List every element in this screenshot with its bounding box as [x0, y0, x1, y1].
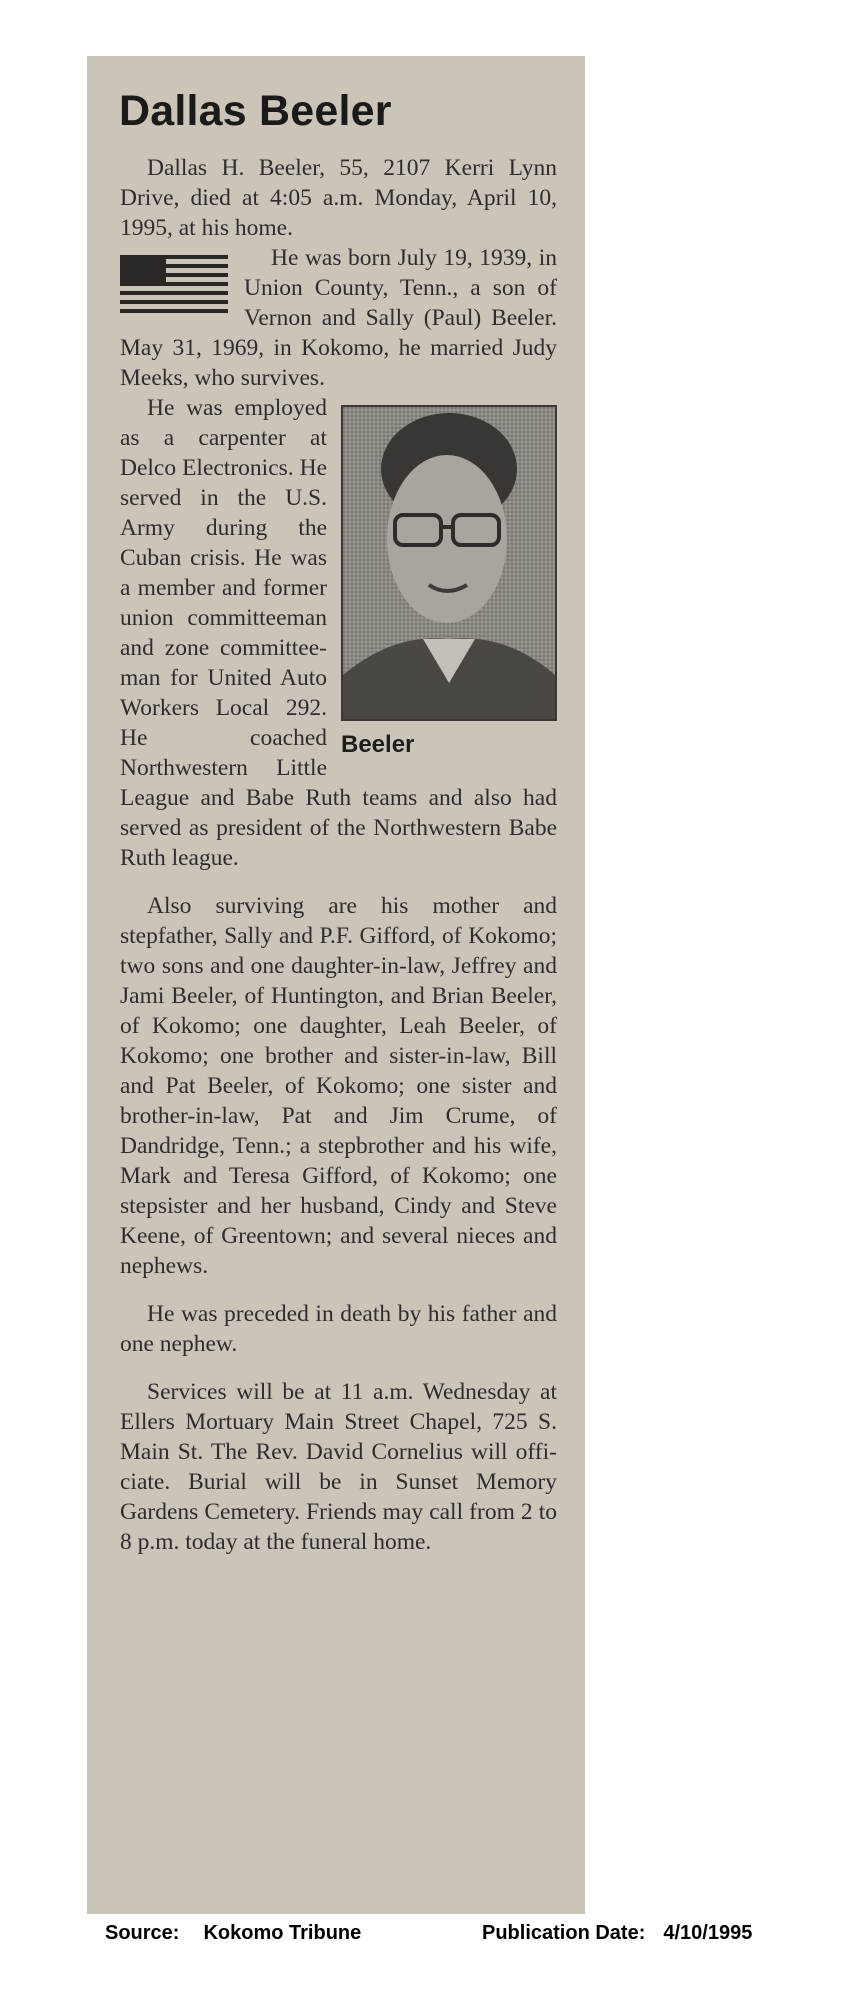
american-flag-icon — [120, 255, 228, 315]
obituary-paragraph-preceded: He was preceded in death by his father and one nephew. — [120, 1301, 557, 1357]
obituary-paragraph-birth: He was born July 19, 1939, in Union County, Tenn., a son of Vernon and Sally (Paul) Beeler. May 31, 1969, in Kokomo, he married Judy Meeks, who survives. — [120, 245, 557, 391]
obituary-paragraph-career: He was employed as a carpenter at Delco Electronics. He served in the U.S. Army during the Cuban crisis. He was a member and former union committeeman and zone committeeman for United Auto Workers Local 292. He coached Northwestern Little League and Babe Ruth teams and also had served as president of the Northwestern Babe Ruth league. — [120, 395, 557, 871]
publication-date-value: 4/10/1995 — [663, 1922, 753, 1944]
photo-block — [341, 405, 557, 757]
source-value: Kokomo Tribune — [203, 1922, 362, 1944]
obituary-paragraph-survivors: Also surviving are his mother and stepfather, Sally and P.F. Gifford, of Kokomo; two sons and one daughter-in-law, Jeffrey and Jami Beeler, of Huntington, and Brian Beeler, of Kokomo; one daughter, Leah Beeler, of Kokomo; one brother and sister-in-law, Bill and Pat Beeler, of Kokomo; one sister and brother-in-law, Pat and Jim Crume, of Dandridge, Tenn.; a stepbrother and his wife, Mark and Teresa Gifford, of Kokomo; one stepsister and her husband, Cindy and Steve Keene, of Greentown; and several nieces and nephews. — [120, 893, 557, 1279]
obituary-headline: Dallas Beeler — [119, 87, 392, 135]
newspaper-clipping — [87, 56, 585, 1914]
footer-source — [105, 1922, 361, 1945]
photo-caption: Beeler — [341, 731, 415, 758]
source-label: Source: — [105, 1922, 180, 1944]
obituary-paragraph-services: Services will be at 11 a.m. Wednesday at Ellers Mortuary Main Street Chapel, 725 S. Main St. The Rev. David Cornelius will officiate. Burial will be in Sunset Memory Gardens Cemetery. Friends may call from 2 to 8 p.m. today at the funeral home. — [120, 1379, 557, 1555]
publication-date-label: Publication Date: — [482, 1922, 646, 1944]
obituary-paragraph-death: Dallas H. Beeler, 55, 2107 Kerri Lynn Drive, died at 4:05 a.m. Monday, April 10, 1995, at his home. — [120, 155, 557, 241]
portrait-photo — [341, 405, 557, 721]
footer-publication-date — [482, 1922, 760, 1945]
